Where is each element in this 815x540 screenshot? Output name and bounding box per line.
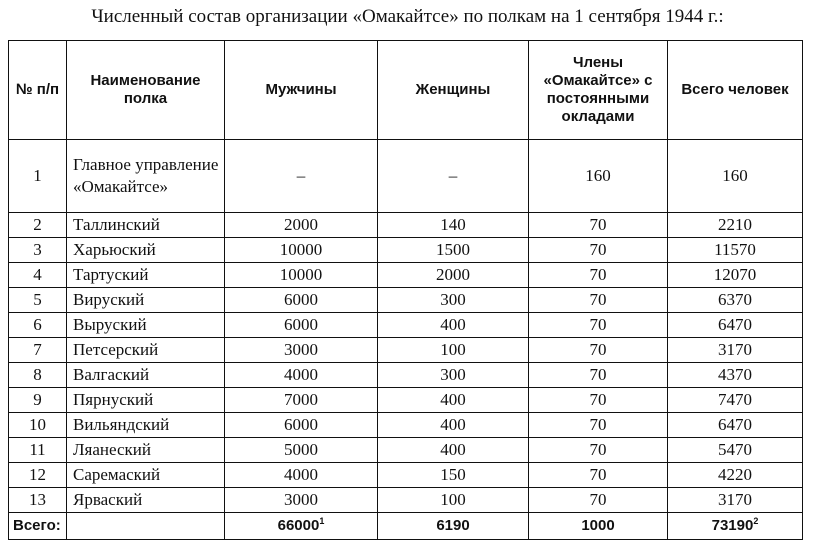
table-row <box>9 313 803 338</box>
totals-total-footnote: 2 <box>753 516 759 526</box>
row-men: 10000 <box>225 263 378 288</box>
row-num: 13 <box>9 488 67 513</box>
row-name: Петсерский <box>67 338 225 363</box>
header-women: Женщины <box>378 41 529 140</box>
table-row <box>9 338 803 363</box>
row-members: 70 <box>529 463 668 488</box>
row-num: 11 <box>9 438 67 463</box>
header-men: Мужчины <box>225 41 378 140</box>
row-total: 5470 <box>668 438 803 463</box>
table-row <box>9 263 803 288</box>
totals-total <box>668 513 803 540</box>
row-num: 9 <box>9 388 67 413</box>
table-title: Численный состав организации «Омакайтсе» по полкам на 1 сентября 1944 г.: <box>91 6 724 27</box>
row-women: 2000 <box>378 263 529 288</box>
row-women: 1500 <box>378 238 529 263</box>
row-women: 400 <box>378 313 529 338</box>
row-name: Вируский <box>67 288 225 313</box>
row-total: 12070 <box>668 263 803 288</box>
header-name: Наименование полка <box>67 41 225 140</box>
row-name: Ляанеский <box>67 438 225 463</box>
row-num: 4 <box>9 263 67 288</box>
row-women: 140 <box>378 213 529 238</box>
row-men: 6000 <box>225 413 378 438</box>
row-name: Харьюский <box>67 238 225 263</box>
row-members: 70 <box>529 288 668 313</box>
row-members: 70 <box>529 313 668 338</box>
table-row <box>9 213 803 238</box>
row-men: 4000 <box>225 463 378 488</box>
header-row <box>9 41 803 140</box>
row-name: Выруский <box>67 313 225 338</box>
table-row <box>9 488 803 513</box>
regiments-table <box>8 40 803 540</box>
row-num: 12 <box>9 463 67 488</box>
table-row <box>9 238 803 263</box>
row-num: 5 <box>9 288 67 313</box>
row-name: Ярваский <box>67 488 225 513</box>
row-men: 3000 <box>225 338 378 363</box>
row-men: 4000 <box>225 363 378 388</box>
row-num: 2 <box>9 213 67 238</box>
row-name: Пярнуский <box>67 388 225 413</box>
row-men: 7000 <box>225 388 378 413</box>
row-name: Тартуский <box>67 263 225 288</box>
totals-men <box>225 513 378 540</box>
row-total: 7470 <box>668 388 803 413</box>
table-row <box>9 438 803 463</box>
row-num: 6 <box>9 313 67 338</box>
totals-empty-cell <box>67 513 225 540</box>
row-women: – <box>378 140 529 213</box>
table-row <box>9 288 803 313</box>
row-men: 10000 <box>225 238 378 263</box>
totals-row <box>9 513 803 540</box>
row-total: 3170 <box>668 488 803 513</box>
row-women: 300 <box>378 363 529 388</box>
row-num: 1 <box>9 140 67 213</box>
row-women: 400 <box>378 438 529 463</box>
row-members: 70 <box>529 263 668 288</box>
row-name: Вильяндский <box>67 413 225 438</box>
row-women: 400 <box>378 388 529 413</box>
row-total: 4220 <box>668 463 803 488</box>
row-name: Валгаский <box>67 363 225 388</box>
row-total: 2210 <box>668 213 803 238</box>
totals-men-footnote: 1 <box>319 516 325 526</box>
row-women: 400 <box>378 413 529 438</box>
row-total: 6370 <box>668 288 803 313</box>
row-members: 70 <box>529 213 668 238</box>
row-num: 7 <box>9 338 67 363</box>
totals-women: 6190 <box>378 513 529 540</box>
row-total: 11570 <box>668 238 803 263</box>
row-women: 100 <box>378 488 529 513</box>
row-name: Саремаский <box>67 463 225 488</box>
row-women: 150 <box>378 463 529 488</box>
header-members: Члены «Омакайтсе» с постоянными окладами <box>529 41 668 140</box>
header-num: № п/п <box>9 41 67 140</box>
row-name: Таллинский <box>67 213 225 238</box>
row-members: 70 <box>529 363 668 388</box>
totals-members: 1000 <box>529 513 668 540</box>
row-men: 6000 <box>225 313 378 338</box>
table-row <box>9 388 803 413</box>
totals-label: Всего: <box>9 513 67 540</box>
row-num: 10 <box>9 413 67 438</box>
totals-total-value: 73190 <box>711 517 754 534</box>
row-women: 100 <box>378 338 529 363</box>
row-total: 3170 <box>668 338 803 363</box>
row-total: 6470 <box>668 313 803 338</box>
row-num: 8 <box>9 363 67 388</box>
row-members: 70 <box>529 488 668 513</box>
row-members: 70 <box>529 388 668 413</box>
table-row <box>9 463 803 488</box>
row-men: 3000 <box>225 488 378 513</box>
totals-men-value: 66000 <box>277 517 320 534</box>
table-row <box>9 363 803 388</box>
row-total: 160 <box>668 140 803 213</box>
header-total: Всего человек <box>668 41 803 140</box>
row-name: Главное управление «Омакайтсе» <box>67 140 225 213</box>
table-row <box>9 140 803 213</box>
table-row <box>9 413 803 438</box>
row-members: 70 <box>529 238 668 263</box>
row-total: 6470 <box>668 413 803 438</box>
row-members: 70 <box>529 438 668 463</box>
row-men: 6000 <box>225 288 378 313</box>
row-members: 160 <box>529 140 668 213</box>
row-members: 70 <box>529 413 668 438</box>
table-body <box>9 140 803 513</box>
row-total: 4370 <box>668 363 803 388</box>
row-men: 2000 <box>225 213 378 238</box>
row-women: 300 <box>378 288 529 313</box>
row-men: – <box>225 140 378 213</box>
row-members: 70 <box>529 338 668 363</box>
row-num: 3 <box>9 238 67 263</box>
row-men: 5000 <box>225 438 378 463</box>
